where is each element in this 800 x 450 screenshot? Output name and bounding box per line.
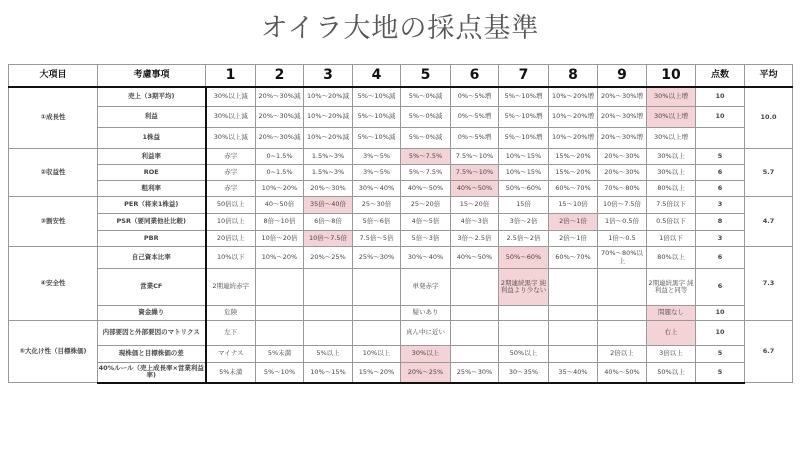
- criteria-cell: 30%以上増: [647, 87, 696, 107]
- criteria-cell: 15〜20倍: [451, 197, 499, 214]
- criteria-cell: 3倍〜2.5倍: [451, 231, 499, 247]
- table-row: [9, 181, 793, 197]
- table-row: [9, 197, 793, 214]
- score-cell: 8: [696, 214, 745, 231]
- header-level-4: 4: [353, 65, 401, 87]
- criteria-cell: [353, 306, 401, 321]
- criteria-cell: 1倍〜0.5倍: [598, 214, 647, 231]
- criteria-cell: 10倍〜7.5倍: [598, 197, 647, 214]
- criteria-cell: 真ん中に近い: [401, 321, 451, 346]
- criteria-cell: 赤字: [206, 165, 256, 181]
- criteria-cell: 20%〜30%: [598, 149, 647, 165]
- criteria-cell: 10%〜20%増: [549, 107, 598, 128]
- criteria-cell: [451, 269, 499, 306]
- criteria-cell: 10%〜20%減: [304, 87, 353, 107]
- criteria-cell: 5%〜10%増: [499, 128, 549, 149]
- factor-name: 利益率: [98, 149, 206, 165]
- criteria-cell: [256, 321, 304, 346]
- header-level-6: 6: [451, 65, 499, 87]
- criteria-cell: [451, 346, 499, 363]
- criteria-cell: 5%〜10%: [256, 363, 304, 383]
- criteria-cell: 0.5倍以下: [647, 214, 696, 231]
- average-cell: 7.3: [745, 247, 793, 321]
- table-row: [9, 107, 793, 128]
- criteria-cell: 10%〜20%増: [549, 87, 598, 107]
- factor-name: PBR: [98, 231, 206, 247]
- criteria-cell: 単発赤字: [401, 269, 451, 306]
- criteria-cell: 20%〜30%: [304, 181, 353, 197]
- criteria-cell: 3%〜5%: [353, 165, 401, 181]
- criteria-cell: 40〜50倍: [256, 197, 304, 214]
- header-level-5: 5: [401, 65, 451, 87]
- criteria-cell: 25%〜30%: [353, 247, 401, 269]
- criteria-cell: 疑いあり: [401, 306, 451, 321]
- table-row: [9, 269, 793, 306]
- criteria-cell: 5%〜10%減: [353, 107, 401, 128]
- group-name: ⑤大化け性（目標株価): [9, 321, 98, 383]
- criteria-cell: 40%〜50%: [401, 181, 451, 197]
- criteria-cell: 0~1.5%: [256, 165, 304, 181]
- factor-name: 利益: [98, 107, 206, 128]
- criteria-cell: 20%〜30%減: [256, 107, 304, 128]
- criteria-cell: 赤字: [206, 181, 256, 197]
- header-level-7: 7: [499, 65, 549, 87]
- criteria-cell: 1倍以下: [647, 231, 696, 247]
- table-row: [9, 247, 793, 269]
- criteria-cell: 8倍〜10倍: [256, 214, 304, 231]
- criteria-cell: [598, 306, 647, 321]
- score-cell: 3: [696, 231, 745, 247]
- criteria-cell: 70%〜80%: [598, 181, 647, 197]
- criteria-cell: 10倍〜20倍: [256, 231, 304, 247]
- criteria-cell: 30〜35%: [499, 363, 549, 383]
- criteria-cell: [304, 269, 353, 306]
- criteria-cell: 80%以上: [647, 181, 696, 197]
- criteria-cell: 5倍〜3倍: [401, 231, 451, 247]
- criteria-cell: 赤字: [206, 149, 256, 165]
- criteria-cell: 15〜10倍: [549, 197, 598, 214]
- criteria-cell: [304, 306, 353, 321]
- group-name: ②収益性: [9, 149, 98, 197]
- table-row: [9, 363, 793, 383]
- criteria-cell: 30%以上減: [206, 107, 256, 128]
- header-level-9: 9: [598, 65, 647, 87]
- criteria-cell: [451, 321, 499, 346]
- criteria-cell: 50%〜60%: [499, 181, 549, 197]
- factor-name: PSR（要同業他社比較): [98, 214, 206, 231]
- score-cell: 6: [696, 165, 745, 181]
- criteria-cell: 2期連続黒字 純利益と同等: [647, 269, 696, 306]
- score-cell: 5: [696, 346, 745, 363]
- criteria-cell: 30%〜40%: [401, 247, 451, 269]
- table-row: [9, 346, 793, 363]
- criteria-cell: 2倍〜1倍: [549, 231, 598, 247]
- criteria-cell: 20%〜30%減: [256, 87, 304, 107]
- header-category: 大項目: [9, 65, 98, 87]
- factor-name: 売上（3期平均): [98, 87, 206, 107]
- criteria-cell: 30%以上増: [647, 128, 696, 149]
- criteria-cell: 20倍以上: [206, 231, 256, 247]
- average-cell: 6.7: [745, 321, 793, 383]
- header-factor: 考慮事項: [98, 65, 206, 87]
- criteria-cell: 35倍〜40倍: [304, 197, 353, 214]
- criteria-cell: [499, 321, 549, 346]
- factor-name: ROE: [98, 165, 206, 181]
- average-cell: 4.7: [745, 197, 793, 247]
- criteria-cell: 15倍: [499, 197, 549, 214]
- table-row: [9, 149, 793, 165]
- criteria-cell: 70%〜80%以上: [598, 247, 647, 269]
- factor-name: 40%ルール（売上成長率×営業利益率): [98, 363, 206, 383]
- criteria-cell: 3倍以上: [647, 346, 696, 363]
- criteria-cell: 35〜40%: [549, 363, 598, 383]
- criteria-cell: [353, 321, 401, 346]
- table-row: [9, 306, 793, 321]
- criteria-cell: 5%〜0%減: [401, 87, 451, 107]
- criteria-cell: 15%〜20%: [353, 363, 401, 383]
- criteria-cell: 10倍〜7.5倍: [304, 231, 353, 247]
- criteria-cell: [549, 306, 598, 321]
- criteria-cell: 60%〜70%: [549, 247, 598, 269]
- criteria-cell: 25〜30倍: [353, 197, 401, 214]
- criteria-cell: 5%〜0%減: [401, 128, 451, 149]
- criteria-cell: マイナス: [206, 346, 256, 363]
- header-level-3: 3: [304, 65, 353, 87]
- factor-name: 粗利率: [98, 181, 206, 197]
- factor-name: 現株価と目標株価の差: [98, 346, 206, 363]
- criteria-cell: 60%〜70%: [549, 181, 598, 197]
- score-cell: 5: [696, 363, 745, 383]
- criteria-cell: 50%以上: [647, 363, 696, 383]
- criteria-cell: 5%〜7.5%: [401, 165, 451, 181]
- criteria-cell: 5%以上: [304, 346, 353, 363]
- criteria-cell: 2期連続黒字 純利益より少ない: [499, 269, 549, 306]
- table-row: [9, 87, 793, 107]
- score-cell: 10: [696, 87, 745, 107]
- score-cell: 5: [696, 149, 745, 165]
- criteria-cell: 30%〜40%: [353, 181, 401, 197]
- criteria-cell: 3%〜5%: [353, 149, 401, 165]
- criteria-cell: 2.5倍〜2倍: [499, 231, 549, 247]
- criteria-cell: 2倍以上: [598, 346, 647, 363]
- score-cell: 10: [696, 306, 745, 321]
- group-name: ③割安性: [9, 197, 98, 247]
- criteria-cell: 15%〜20%: [549, 165, 598, 181]
- criteria-cell: 1.5%~3%: [304, 165, 353, 181]
- criteria-cell: 30%以上減: [206, 128, 256, 149]
- criteria-cell: 0%〜5%増: [451, 87, 499, 107]
- criteria-cell: 1.5%~3%: [304, 149, 353, 165]
- table-row: [9, 231, 793, 247]
- criteria-cell: 10%〜20%減: [304, 107, 353, 128]
- page-title: オイラ大地の採点基準: [260, 13, 540, 44]
- criteria-cell: 6倍〜8倍: [304, 214, 353, 231]
- header-row: [9, 65, 793, 87]
- criteria-cell: 4倍〜3倍: [451, 214, 499, 231]
- criteria-cell: 問題なし: [647, 306, 696, 321]
- criteria-cell: 10%〜20%: [256, 181, 304, 197]
- average-cell: 5.7: [745, 149, 793, 197]
- criteria-cell: 10%〜20%減: [304, 128, 353, 149]
- criteria-cell: 80%以上: [647, 247, 696, 269]
- criteria-cell: 10%〜15%: [499, 149, 549, 165]
- criteria-cell: 5%〜7.5%: [401, 149, 451, 165]
- criteria-cell: 3倍〜2倍: [499, 214, 549, 231]
- criteria-cell: 左下: [206, 321, 256, 346]
- criteria-cell: [451, 306, 499, 321]
- criteria-cell: 0%〜5%増: [451, 128, 499, 149]
- header-level-8: 8: [549, 65, 598, 87]
- criteria-cell: [549, 346, 598, 363]
- score-cell: 6: [696, 181, 745, 197]
- scoring-table: [8, 64, 793, 384]
- criteria-cell: 10%〜20%増: [549, 128, 598, 149]
- criteria-cell: 15%〜20%: [549, 149, 598, 165]
- criteria-cell: 20%〜30%: [598, 165, 647, 181]
- criteria-cell: 2期連続赤字: [206, 269, 256, 306]
- criteria-cell: 10%以下: [206, 247, 256, 269]
- criteria-cell: [256, 269, 304, 306]
- criteria-cell: 4倍〜5倍: [401, 214, 451, 231]
- factor-name: PER（将来1株益): [98, 197, 206, 214]
- criteria-cell: [353, 269, 401, 306]
- table-row: [9, 214, 793, 231]
- criteria-cell: 20%〜30%増: [598, 128, 647, 149]
- criteria-cell: 20%〜30%増: [598, 87, 647, 107]
- criteria-cell: [304, 321, 353, 346]
- criteria-cell: [598, 269, 647, 306]
- table-row: [9, 165, 793, 181]
- criteria-cell: 20%〜30%増: [598, 107, 647, 128]
- criteria-cell: [549, 269, 598, 306]
- criteria-cell: [549, 321, 598, 346]
- criteria-cell: 30%以上減: [206, 87, 256, 107]
- score-cell: 6: [696, 269, 745, 306]
- criteria-cell: 25%〜30%: [451, 363, 499, 383]
- criteria-cell: 0%〜5%増: [451, 107, 499, 128]
- criteria-cell: 5%未満: [206, 363, 256, 383]
- criteria-cell: 30%以上: [647, 165, 696, 181]
- criteria-cell: 7.5倍以下: [647, 197, 696, 214]
- criteria-cell: 50倍以上: [206, 197, 256, 214]
- table-row: [9, 321, 793, 346]
- criteria-cell: 5%未満: [256, 346, 304, 363]
- header-level-10: 10: [647, 65, 696, 87]
- criteria-cell: 20%〜25%: [401, 363, 451, 383]
- criteria-cell: 2倍〜1倍: [549, 214, 598, 231]
- header-level-1: 1: [206, 65, 256, 87]
- criteria-cell: 7.5%〜10%: [451, 149, 499, 165]
- factor-name: 営業CF: [98, 269, 206, 306]
- criteria-cell: 右上: [647, 321, 696, 346]
- criteria-cell: 30%以上: [647, 149, 696, 165]
- criteria-cell: 10倍以上: [206, 214, 256, 231]
- criteria-cell: 5%〜0%減: [401, 107, 451, 128]
- criteria-cell: 5%〜10%増: [499, 107, 549, 128]
- table-row: [9, 128, 793, 149]
- header-score: 点数: [696, 65, 745, 87]
- criteria-cell: 50%〜60%: [499, 247, 549, 269]
- criteria-cell: 0~1.5%: [256, 149, 304, 165]
- criteria-cell: 危険: [206, 306, 256, 321]
- criteria-cell: 40%〜50%: [451, 181, 499, 197]
- criteria-cell: 10%〜15%: [304, 363, 353, 383]
- header-level-2: 2: [256, 65, 304, 87]
- score-cell: 10: [696, 321, 745, 346]
- group-name: ①成長性: [9, 87, 98, 149]
- criteria-cell: 30%以上増: [647, 107, 696, 128]
- criteria-cell: [598, 321, 647, 346]
- criteria-cell: 10%〜15%: [499, 165, 549, 181]
- criteria-cell: 20%〜30%減: [256, 128, 304, 149]
- score-cell: 3: [696, 197, 745, 214]
- score-cell: 6: [696, 247, 745, 269]
- criteria-cell: 10%以上: [353, 346, 401, 363]
- criteria-cell: 10%〜20%: [256, 247, 304, 269]
- criteria-cell: 7.5倍〜5倍: [353, 231, 401, 247]
- average-cell: 10.0: [745, 87, 793, 149]
- criteria-cell: 50%以上: [499, 346, 549, 363]
- criteria-cell: 5倍〜6倍: [353, 214, 401, 231]
- factor-name: 1株益: [98, 128, 206, 149]
- factor-name: 自己資本比率: [98, 247, 206, 269]
- criteria-cell: 5%〜10%増: [499, 87, 549, 107]
- criteria-cell: 7.5%〜10%: [451, 165, 499, 181]
- criteria-cell: 1倍〜0.5: [598, 231, 647, 247]
- criteria-cell: 5%〜10%減: [353, 87, 401, 107]
- group-name: ④安全性: [9, 247, 98, 321]
- criteria-cell: 5%〜10%減: [353, 128, 401, 149]
- criteria-cell: 25〜20倍: [401, 197, 451, 214]
- factor-name: 内部要因と外部要因のマトリクス: [98, 321, 206, 346]
- criteria-cell: 40%〜50%: [598, 363, 647, 383]
- factor-name: 資金繰り: [98, 306, 206, 321]
- criteria-cell: [499, 306, 549, 321]
- score-cell: [696, 128, 745, 149]
- criteria-cell: 20%〜25%: [304, 247, 353, 269]
- criteria-cell: [256, 306, 304, 321]
- header-average: 平均: [745, 65, 793, 87]
- score-cell: 10: [696, 107, 745, 128]
- criteria-cell: 40%〜50%: [451, 247, 499, 269]
- criteria-cell: 30%以上: [401, 346, 451, 363]
